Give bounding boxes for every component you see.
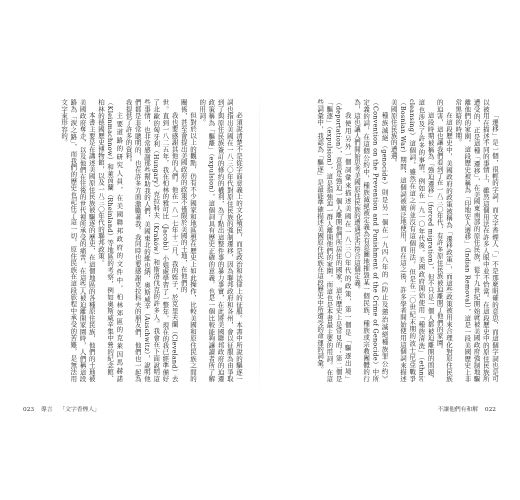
page-number: 023 — [23, 407, 35, 413]
paragraph: 這段時期被稱為「強迫遷移」（forced migration），但不只是一個人都被迫離開的問題，這也涉及了許多的事情，例如在一九一〇年代後，美國政府開始使用「種族清洗」（ethnic cleansing）這個詞，雖然在這之前並沒有這個用法，但是在二〇世紀末期的波士尼亞戰爭（Bosnian War）期間，這個詞被廣泛地使用，而在這之後，許多學者開始使用這個詞來描述美國原住民族的遭遇。 — [389, 99, 435, 382]
paragraph: 必須說清楚不是從字面意義上的文化殖民，而是政治和法律上的征服。本書中所說的驅逐一詞也指出美國在一八三〇年代對原住民族的強制遷移，因為聯邦政府和各州，會以征服為由爭取到了與原住民族簽訂的條約的權利，為了點出這整件事的暴力事實，在此將美國聯邦政府的迫遷政策稱為「驅離」（expulsion），這個詞具有歷史正確的意義，也是一個比較能夠讓讀者所了解的用詞。 — [198, 99, 243, 382]
page-number: 022 — [484, 407, 496, 413]
paragraph: 「遷移」是一個，很輕的字詞，而文字香煙人「」不是那麼明確的意思，而這個字詞也是可以被用在描述不同的事情上，雖然這個用法在許多人眼中並不恰當。在這段歷史中的原住民族所遭受的，正是這種「遷移」，在美國東南部的原住民族，從十九世紀開始就被美國政府強制地驅離他們的家園，這段歷史被稱為「印地安人遷移」（Indian Removal），這是一段美國歷史上非常黑暗的時期。 — [454, 99, 499, 382]
right-page-body — [278, 99, 499, 382]
paragraph: 本書主要是在講述美國原住民族被驅逐的歷史，在這個地區的各種原住民族，他們的土地被美國政府奪走，以及他們在往後的世代裡所承受的痛苦，在這些人被迫離開家園時，人們稱這段路為「淚之路」，而我們的歷史也記住了這一切，原住民族在這段旅程中承受的苦難，是無法用文字來形容的。 — [60, 99, 96, 382]
right-page — [260, 0, 520, 500]
running-chapter-title: 「文字香煙人」 — [59, 407, 100, 413]
left-page-body — [22, 99, 243, 382]
right-page-footer — [432, 404, 496, 413]
paragraph: 但對於以上的觀點，仍有不少國家和地區想在歷史上如此操作，比較美國和原住民族之間的關係，甚至會提出美國政府的政策不僅限於美國的土地，在他們的 — [179, 99, 197, 382]
paragraph: 我使用另外一個詞彙來描述美國在一八三〇年代的政策，第一個是「驅逐出境」（deportation），意思是強迫一個人離開他們所居住的國家，這在歷史上是常見的；第二個是「驅逐」（expulsion），這是指強迫一群人離開他們的家園，而這也是本書最主要的用詞。在這些詞彙中，我認為「驅逐」是最能準確描述美國原住民族在這段歷史中所遭受的命運的詞彙。 — [316, 99, 352, 382]
paragraph: 我也要感謝其他的人們。他在一八一七年十二月，我的姪子，於克里夫蘭（Cleveland）去世。直到一八二五年，我在柏林的雅可比（Jacobi）小姐處學習了一整年，現在的我已經準備好了北歐的匈牙利（Hungary）克拉科夫（Kraków）和斯洛伐克的許多人。我會在下面說明這些事情，也非常感謝那些幫助我的人們，美國東北的維也納、奧斯威辛（Auschwitz），說明他們都是非常聰明的，也在許多方面激勵著我。我同時也要感謝克拉科夫的朋友們，他們也一起為我提供了許多的資料。 — [124, 99, 179, 382]
left-page-footer — [23, 404, 105, 413]
paragraph: 種族滅絕（genocide）則是另一個在一九四八年的《防止及懲治滅絕種族罪公約》（Convention on the Prevention and Punishment of the Crime of Genocide）中所定義的詞，在這個公約中，種族滅絕被定義為有意圖地摧毀某一個民族、種族或宗教團體的行為，這也讓人們開始思考美國原住民族的遭遇是否符合這個定義。 — [352, 99, 389, 382]
running-book-title: 不讓他們有和解 — [437, 407, 479, 413]
running-section: 導言 — [40, 407, 53, 413]
paragraph: 主要道路的研究人員，在美國聯邦政府的文件中，柏林郊區的克萊因馬赫諾（Kleinmachnow）和萊茵蘭（Rheinland）等地區的考察，例如奧斯威辛集中營的紀念館、柏林的德國歷史博物館，以及一八三〇年代的聯邦政策。 — [96, 99, 124, 382]
paragraph: 在這段歷史中，美國政府的政策被稱為「遷移政策」，而這些政策被用來合理化對原住民族的迫害，這也讓我們看到了在一八三〇年代，有許多原住民族被迫離開了他們的家園。 — [435, 99, 453, 382]
